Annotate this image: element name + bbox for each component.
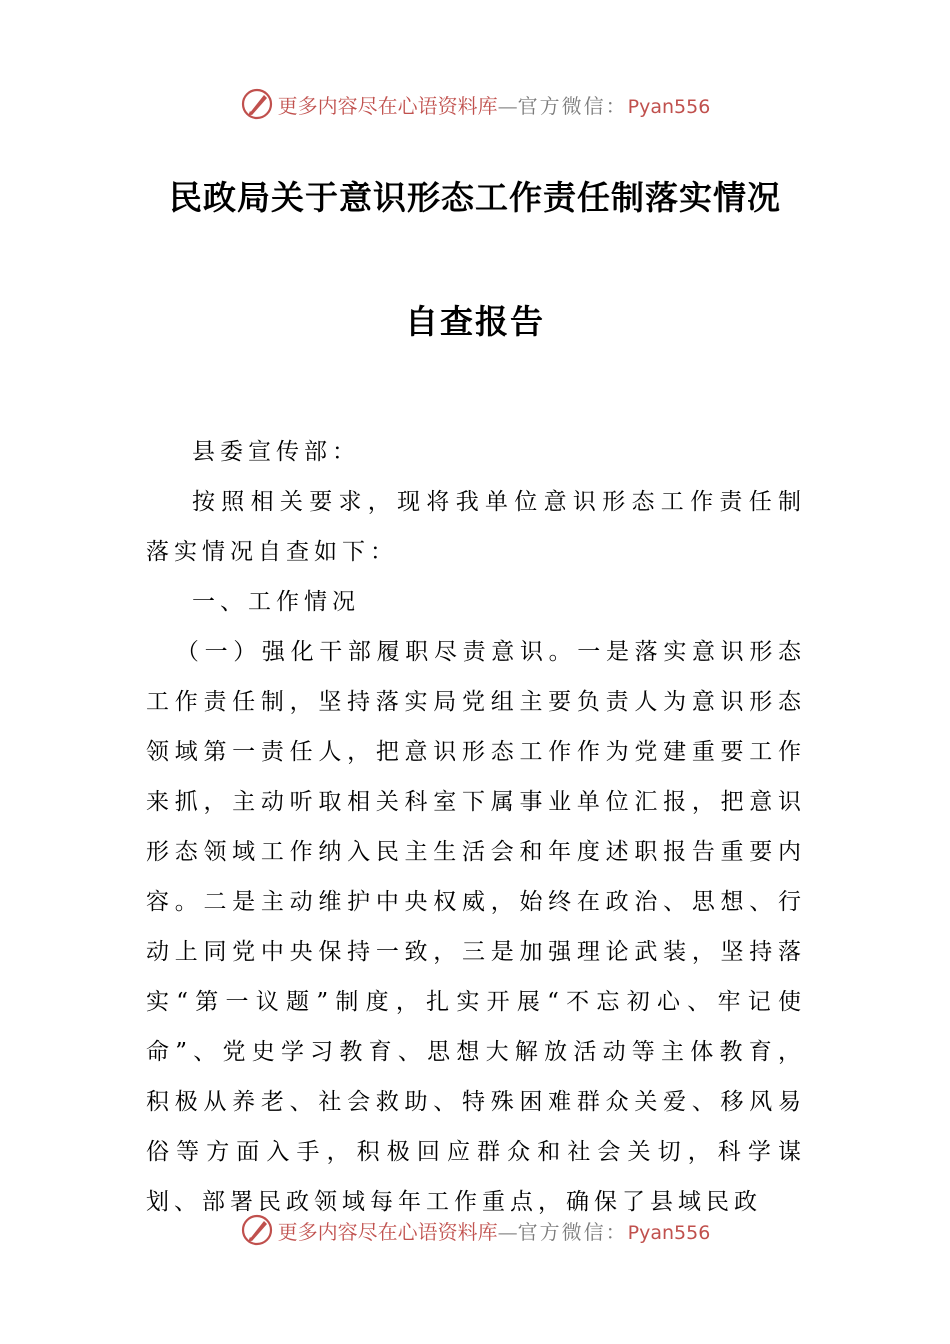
body-paragraph: （一）强化干部履职尽责意识。一是落实意识形态工作责任制，坚持落实局党组主要负责人为意识形态领域第一责任人，把意识形态工作作为党建重要工作来抓，主动听取相关科室下属事业单位汇报，把意识形态领域工作纳入民主生活会和年度述职报告重要内容。二是主动维护中央权威，始终在政治、思想、行动上同党中央保持一致，三是加强理论武装，坚持落实“第一议题”制度，扎实开展“不忘初心、牢记使命”、党史学习教育、思想大解放活动等主体教育，积极从养老、社会救助、特殊困难群众关爱、移风易俗等方面入手，积极回应群众和社会关切，科学谋划、部署民政领域每年工作重点，确保了县域民政 — [146, 639, 806, 1215]
header-banner-red-text: 更多内容尽在心语资料库 — [277, 93, 498, 118]
document-title-line-2: 自查报告 — [405, 302, 545, 341]
document-title-line-1: 民政局关于意识形态工作责任制落实情况 — [169, 178, 781, 217]
header-banner-gray-text: 官方微信： — [517, 93, 628, 118]
quill-pen-logo-icon — [240, 87, 274, 121]
footer-watermark-banner — [0, 1210, 950, 1250]
document-body — [146, 427, 806, 1227]
header-banner-wechat-id: Pyan556 — [627, 95, 711, 118]
salutation: 县委宣传部： — [192, 439, 360, 465]
footer-banner-gray-text: 官方微信： — [517, 1219, 628, 1244]
footer-banner-text — [278, 1216, 711, 1245]
footer-banner-wechat-id: Pyan556 — [627, 1221, 711, 1244]
header-watermark-banner — [0, 84, 950, 124]
header-banner-separator: — — [497, 93, 518, 118]
footer-banner-separator: — — [497, 1219, 518, 1244]
quill-pen-logo-icon — [240, 1213, 274, 1247]
section-heading: 一、工作情况 — [192, 589, 360, 615]
header-banner-text — [278, 90, 711, 119]
footer-banner-red-text: 更多内容尽在心语资料库 — [277, 1219, 498, 1244]
intro-paragraph: 按照相关要求，现将我单位意识形态工作责任制落实情况自查如下： — [146, 489, 806, 565]
